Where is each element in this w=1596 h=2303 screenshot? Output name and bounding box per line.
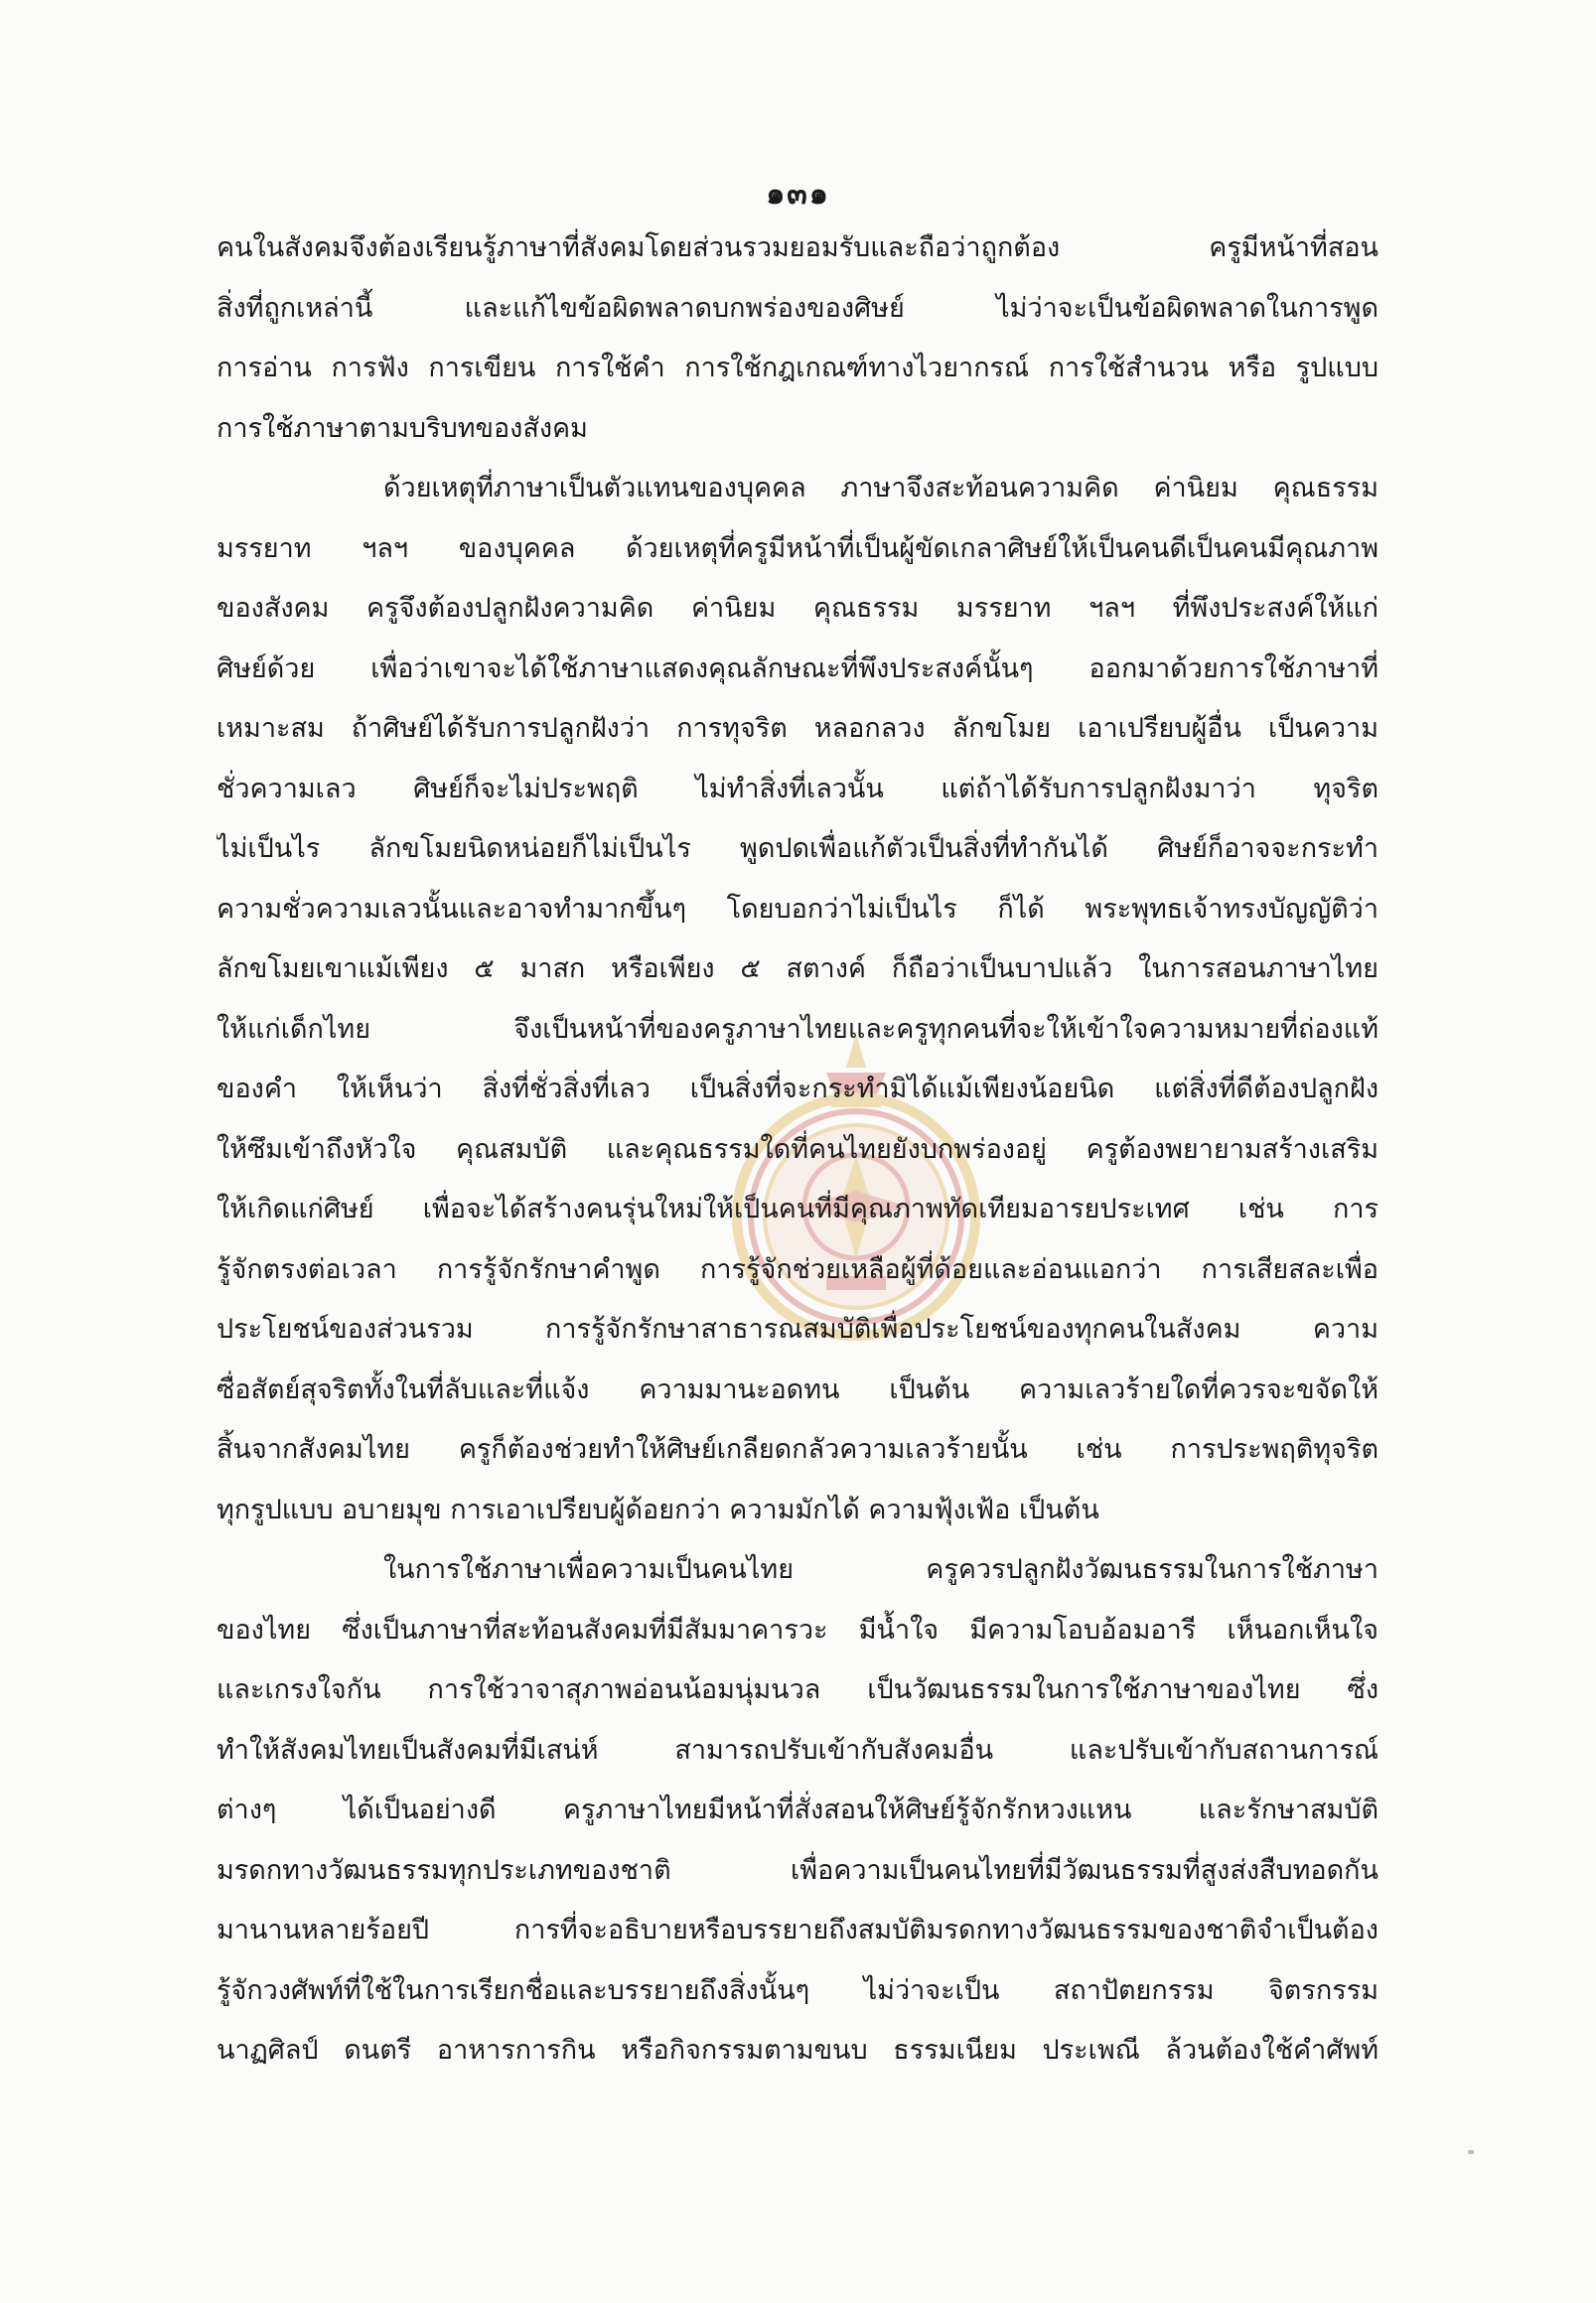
text-line: มรดกทางวัฒนธรรมทุกประเภทของชาติ เพื่อความเป็นคนไทยที่มีวัฒนธรรมที่สูงส่งสืบทอดกัน bbox=[217, 1854, 1378, 1886]
text-line: การอ่าน การฟัง การเขียน การใช้คำ การใช้กฎเกณฑ์ทางไวยากรณ์ การใช้สำนวน หรือ รูปแบบ bbox=[217, 353, 1378, 383]
text-line: ชั่วความเลว ศิษย์ก็จะไม่ประพฤติ ไม่ทำสิ่งที่เลวนั้น แต่ถ้าได้รับการปลูกฝังมาว่า ทุจริต bbox=[217, 773, 1378, 804]
text-line: ศิษย์ด้วย เพื่อว่าเขาจะได้ใช้ภาษาแสดงคุณลักษณะที่พึงประสงค์นั้นๆ ออกมาด้วยการใช้ภาษาที่ bbox=[217, 652, 1378, 684]
text-line: ความชั่วความเลวนั้นและอาจทำมากขึ้นๆ โดยบอกว่าไม่เป็นไร ก็ได้ พระพุทธเจ้าทรงบัญญัติว่า bbox=[217, 893, 1378, 925]
text-line: ของไทย ซึ่งเป็นภาษาที่สะท้อนสังคมที่มีสัมมาคารวะ มีน้ำใจ มีความโอบอ้อมอารี เห็นอกเห็นใจ bbox=[217, 1614, 1378, 1646]
text-line: มานานหลายร้อยปี การที่จะอธิบายหรือบรรยายถึงสมบัติมรดกทางวัฒนธรรมของชาติจำเป็นต้อง bbox=[217, 1915, 1378, 1945]
text-line: ของสังคม ครูจึงต้องปลูกฝังความคิด ค่านิยม คุณธรรม มรรยาท ฯลฯ ที่พึงประสงค์ให้แก่ bbox=[217, 593, 1378, 624]
text-line: ต่างๆ ได้เป็นอย่างดี ครูภาษาไทยมีหน้าที่สั่งสอนให้ศิษย์รู้จักรักหวงแหน และรักษาสมบัติ bbox=[217, 1795, 1378, 1825]
text-line: รู้จักวงศัพท์ที่ใช้ในการเรียกชื่อและบรรยายถึงสิ่งนั้นๆ ไม่ว่าจะเป็น สถาปัตยกรรม จิตรกรรม bbox=[217, 1974, 1378, 2006]
scan-speck bbox=[1468, 2150, 1474, 2154]
text-line: ให้เกิดแก่ศิษย์ เพื่อจะได้สร้างคนรุ่นใหม่ให้เป็นคนที่มีคุณภาพทัดเทียมอารยประเทศ เช่น การ bbox=[217, 1194, 1378, 1224]
text-line: ของคำ ให้เห็นว่า สิ่งที่ชั่วสิ่งที่เลว เป็นสิ่งที่จะกระทำมิได้แม้เพียงน้อยนิด แต่สิ่งที่ดีต้องปลูกฝัง bbox=[217, 1074, 1378, 1104]
text-line: และเกรงใจกัน การใช้วาจาสุภาพอ่อนน้อมนุ่มนวล เป็นวัฒนธรรมในการใช้ภาษาของไทย ซึ่ง bbox=[217, 1674, 1378, 1705]
text-line: ลักขโมยเขาแม้เพียง ๕ มาสก หรือเพียง ๕ สตางค์ ก็ถือว่าเป็นบาปแล้ว ในการสอนภาษาไทย bbox=[217, 953, 1378, 984]
paragraph-first-line: ในการใช้ภาษาเพื่อความเป็นคนไทย ครูควรปลูกฝังวัฒนธรรมในการใช้ภาษา bbox=[383, 1554, 1378, 1585]
text-line: สิ้นจากสังคมไทย ครูก็ต้องช่วยทำให้ศิษย์เกลียดกลัวความเลวร้ายนั้น เช่น การประพฤติทุจริต bbox=[217, 1434, 1378, 1465]
text-line: มรรยาท ฯลฯ ของบุคคล ด้วยเหตุที่ครูมีหน้าที่เป็นผู้ขัดเกลาศิษย์ให้เป็นคนดีเป็นคนมีคุณภาพ bbox=[217, 532, 1378, 564]
paragraph-first-line: ด้วยเหตุที่ภาษาเป็นตัวแทนของบุคคล ภาษาจึงสะท้อนความคิด ค่านิยม คุณธรรม bbox=[383, 473, 1378, 504]
text-line: เหมาะสม ถ้าศิษย์ได้รับการปลูกฝังว่า การทุจริต หลอกลวง ลักขโมย เอาเปรียบผู้อื่น เป็นความ bbox=[217, 713, 1378, 744]
text-line: ไม่เป็นไร ลักขโมยนิดหน่อยก็ไม่เป็นไร พูดปดเพื่อแก้ตัวเป็นสิ่งที่ทำกันได้ ศิษย์ก็อาจจะกระทำ bbox=[217, 833, 1378, 864]
text-line: ทำให้สังคมไทยเป็นสังคมที่มีเสน่ห์ สามารถปรับเข้ากับสังคมอื่น และปรับเข้ากับสถานการณ์ bbox=[217, 1734, 1378, 1766]
text-line: ให้ซึมเข้าถึงหัวใจ คุณสมบัติ และคุณธรรมใดที่คนไทยยังบกพร่องอยู่ ครูต้องพยายามสร้างเสริม bbox=[217, 1133, 1378, 1165]
text-line: ให้แก่เด็กไทย จึงเป็นหน้าที่ของครูภาษาไทยและครูทุกคนที่จะให้เข้าใจความหมายที่ถ่องแท้ bbox=[217, 1013, 1378, 1045]
text-line: รู้จักตรงต่อเวลา การรู้จักรักษาคำพูด การรู้จักช่วยเหลือผู้ที่ด้อยและอ่อนแอกว่า การเสียสละเพื่อ bbox=[217, 1253, 1378, 1285]
text-line: สิ่งที่ถูกเหล่านี้ และแก้ไขข้อผิดพลาดบกพร่องของศิษย์ ไม่ว่าจะเป็นข้อผิดพลาดในการพูด bbox=[217, 292, 1378, 324]
text-line: ประโยชน์ของส่วนรวม การรู้จักรักษาสาธารณสมบัติเพื่อประโยชน์ของทุกคนในสังคม ความ bbox=[217, 1314, 1378, 1345]
text-line: การใช้ภาษาตามบริบทของสังคม bbox=[217, 412, 588, 444]
text-line: คนในสังคมจึงต้องเรียนรู้ภาษาที่สังคมโดยส่วนรวมยอมรับและถือว่าถูกต้อง ครูมีหน้าที่สอน bbox=[217, 232, 1378, 263]
text-line: ทุกรูปแบบ อบายมุข การเอาเปรียบผู้ด้อยกว่า ความมักได้ ความฟุ้งเฟ้อ เป็นต้น bbox=[217, 1494, 1099, 1525]
text-line: นาฏศิลป์ ดนตรี อาหารการกิน หรือกิจกรรมตามขนบ ธรรมเนียม ประเพณี ล้วนต้องใช้คำศัพท์ bbox=[217, 2035, 1378, 2066]
text-line: ซื่อสัตย์สุจริตทั้งในที่ลับและที่แจ้ง ความมานะอดทน เป็นต้น ความเลวร้ายใดที่ควรจะขจัดให้ bbox=[217, 1373, 1378, 1405]
page-number: ๑๓๑ bbox=[766, 177, 830, 212]
body-text bbox=[217, 218, 1378, 2082]
